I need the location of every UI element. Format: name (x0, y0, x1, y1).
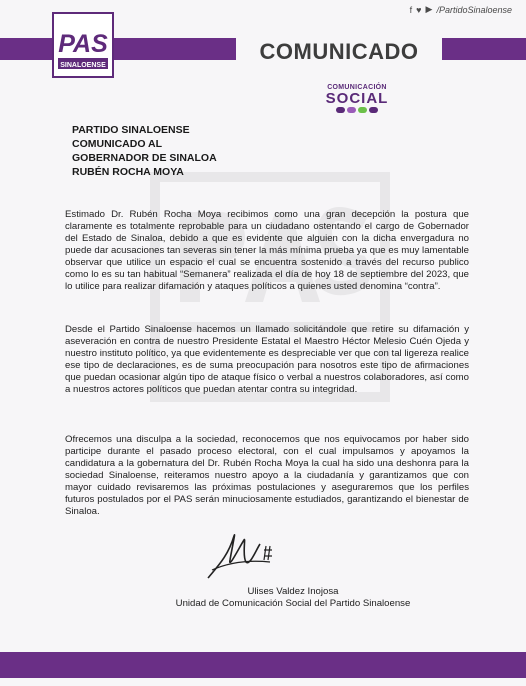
social-links (410, 4, 512, 15)
youtube-icon: ▶ (425, 4, 433, 14)
signer-name: Ulises Valdez Inojosa (247, 586, 339, 597)
address-block (72, 123, 217, 179)
paragraph-3: Ofrecemos una disculpa a la sociedad, reconocemos que nos equivocamos por haber sido participe durante el pasado proceso electoral, con el cual impulsamos y apoyamos la candidatura a la gobernatura del Dr. Rubén Rocha Moya la cual ha sido una deshonra para la sociedad Sinaloense, reiteramos nuestro apoyo a la ciudadanía y garantizamos que con mayor cuidado revisaremos las próximas postulaciones y aseguraremos que los perfiles futuros postulados por el PAS serán minuciosamente estudiados, garantizando el bienestar de Sinaloa. (65, 434, 469, 517)
twitter-icon: ♥ (416, 4, 422, 15)
cs-big-text: SOCIAL (325, 90, 389, 107)
address-line: COMUNICADO AL (72, 138, 163, 150)
address-line: GOBERNADOR DE SINALOA (72, 152, 217, 164)
page-title: COMUNICADO (259, 39, 419, 64)
paragraph-2: Desde el Partido Sinaloense hacemos un llamado solicitándole que retire su difamación y aseveración en contra de nuestro Presidente Estatal el Maestro Héctor Melesio Cuén Ojeda y nuestro instituto político, ya que evidentemente es despreciable ver que con tal ligereza realice ese tipo de declaraciones, es de suma preocupación para nosotros este tipo de afirmaciones que puedan ocasionar algún tipo de ataque físico o verbal a nuestros colaboradores, así como a nuestros actores políticos que puedan atentar contra su integridad. (65, 324, 469, 395)
paragraph-1: Estimado Dr. Rubén Rocha Moya recibimos como una gran decepción la postura que claramente es totalmente reprobable para un ciudadano ostentando el cargo de Gobernador del Estado de Sinaloa, debido a que es evidente que alguien con la dicha envergadura no puede dar acusaciones tan severas sin tener la más mínima prueba ya que es muy lamentable observar que utilice un espacio el cual se encuentra sostenido a través del recurso publico como lo es su tan habitual “Semanera” realizada el día de hoy 18 de septiembre del 2023, que lo utilice para realizar difamación y ataques políticos a quienes usted denomina “contra”. (65, 209, 469, 292)
logo-text: PAS (58, 30, 108, 58)
handwritten-signature (200, 526, 290, 591)
facebook-icon: f (409, 4, 413, 15)
address-line: PARTIDO SINALOENSE (72, 124, 190, 136)
address-line: RUBÉN ROCHA MOYA (72, 166, 184, 178)
cs-top-text: COMUNICACIÓN (327, 84, 387, 91)
social-handle: /PartidoSinaloense (436, 4, 512, 15)
comunicacion-social-logo (312, 84, 402, 113)
cs-bubbles-icon (312, 107, 402, 113)
logo-subtext: SINALOENSE (60, 62, 106, 69)
pas-logo (52, 12, 114, 78)
footer-band (0, 652, 526, 678)
title-box (236, 34, 442, 70)
signer-unit: Unidad de Comunicación Social del Partido Sinaloense (175, 598, 411, 609)
